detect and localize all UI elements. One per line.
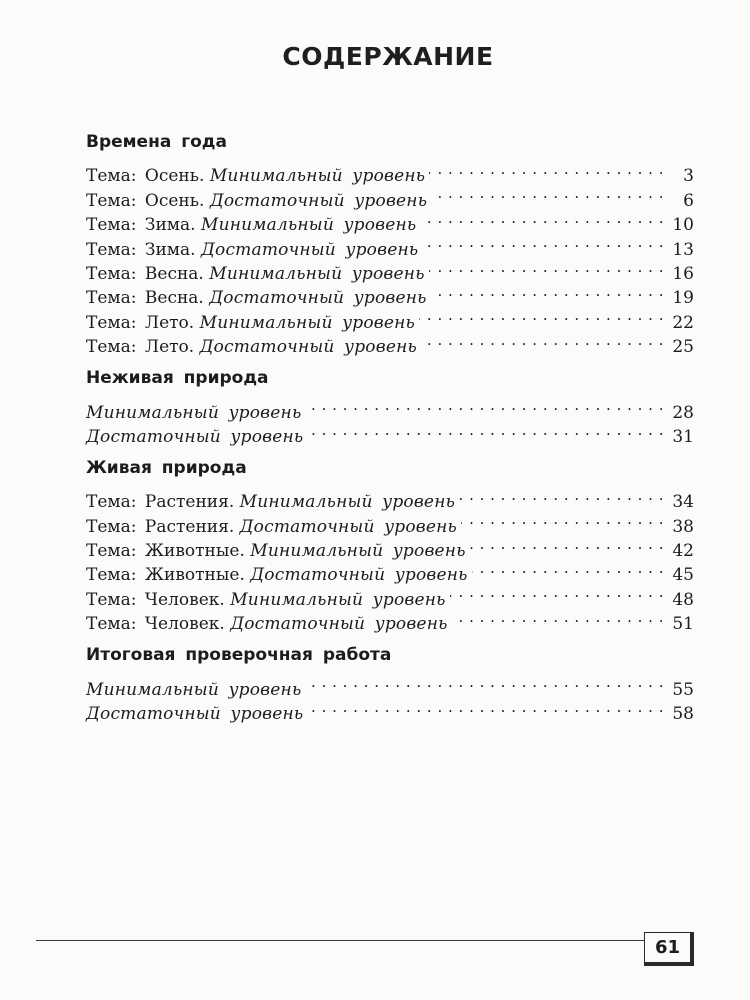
section-heading: Итоговая проверочная работа (86, 645, 392, 666)
dot-leader (307, 418, 664, 442)
entry-level: Минимальный уровень (230, 589, 446, 610)
entry-page-number: 58 (672, 704, 694, 725)
dot-leader (307, 695, 664, 719)
section-entries (86, 393, 694, 447)
section-heading: Времена года (86, 132, 227, 152)
entry-page-number: 16 (672, 263, 694, 284)
section-entries (86, 670, 694, 725)
entry-topic: Тема: Зима. (86, 215, 196, 236)
entry-level: Минимальный уровень (209, 166, 426, 187)
entry-page-number: 22 (672, 312, 694, 333)
entry-page-number: 3 (683, 166, 694, 187)
toc-entry[interactable] (86, 157, 694, 187)
entry-level: Достаточный уровень (239, 516, 458, 537)
dot-leader (305, 670, 664, 694)
toc-section (86, 643, 694, 725)
entry-page-number: 6 (683, 190, 694, 211)
entry-topic: Тема: Лето. (86, 312, 195, 333)
toc-entry[interactable] (86, 670, 694, 700)
toc-entry[interactable] (86, 483, 694, 513)
table-of-contents (86, 130, 694, 733)
section-entries (86, 157, 694, 358)
entry-page-number: 42 (672, 541, 694, 562)
entry-page-number: 31 (672, 426, 694, 447)
dot-leader (429, 255, 664, 279)
dot-leader (429, 157, 664, 181)
section-heading: Живая природа (86, 457, 247, 478)
entry-topic: Тема: Весна. (86, 263, 204, 284)
entry-page-number: 48 (672, 589, 694, 610)
entry-level: Достаточный уровень (200, 239, 419, 260)
entry-level: Достаточный уровень (250, 565, 468, 586)
entry-page-number: 13 (672, 239, 694, 260)
entry-level: Минимальный уровень (86, 679, 302, 700)
entry-level: Достаточный уровень (230, 614, 448, 635)
entry-level: Достаточный уровень (86, 426, 304, 447)
entry-level: Минимальный уровень (86, 402, 302, 423)
footer-divider (36, 940, 644, 941)
entry-page-number: 45 (672, 565, 694, 586)
dot-leader (420, 206, 664, 230)
dot-leader (452, 605, 664, 629)
dot-leader (419, 303, 664, 327)
toc-section (86, 366, 694, 447)
toc-section (86, 130, 694, 358)
entry-level: Минимальный уровень (209, 263, 425, 284)
page-number: 61 (644, 932, 694, 966)
entry-topic: Тема: Весна. (86, 288, 204, 309)
entry-topic: Тема: Растения. (86, 516, 235, 537)
entry-topic: Тема: Животные. (86, 541, 245, 562)
entry-level: Минимальный уровень (239, 492, 456, 513)
entry-page-number: 25 (672, 337, 694, 358)
dot-leader (470, 532, 664, 556)
entry-topic: Тема: Лето. (86, 337, 195, 358)
entry-level: Минимальный уровень (199, 312, 415, 333)
dot-leader (461, 507, 664, 531)
dot-leader (431, 181, 664, 205)
page-title: СОДЕРЖАНИЕ (282, 42, 494, 71)
entry-level: Минимальный уровень (250, 541, 466, 562)
toc-section (86, 456, 694, 635)
entry-level: Достаточный уровень (209, 190, 428, 211)
entry-page-number: 38 (672, 516, 694, 537)
entry-topic: Тема: Растения. (86, 492, 235, 513)
entry-level: Минимальный уровень (200, 215, 417, 236)
dot-leader (450, 580, 664, 604)
entry-page-number: 10 (672, 215, 694, 236)
entry-level: Достаточный уровень (199, 337, 417, 358)
entry-topic: Тема: Животные. (86, 565, 245, 586)
entry-page-number: 55 (672, 679, 694, 700)
entry-page-number: 51 (672, 614, 694, 635)
dot-leader (305, 393, 664, 417)
entry-topic: Тема: Осень. (86, 166, 205, 187)
entry-topic: Тема: Человек. (86, 614, 225, 635)
entry-page-number: 28 (672, 402, 694, 423)
entry-level: Достаточный уровень (86, 704, 304, 725)
dot-leader (422, 230, 664, 254)
dot-leader (459, 483, 664, 507)
dot-leader (431, 279, 664, 303)
entry-topic: Тема: Человек. (86, 589, 225, 610)
dot-leader (421, 328, 664, 352)
section-entries (86, 483, 694, 635)
entry-level: Достаточный уровень (209, 288, 427, 309)
toc-entry[interactable] (86, 393, 694, 423)
entry-page-number: 34 (672, 492, 694, 513)
dot-leader (472, 556, 664, 580)
section-heading: Неживая природа (86, 368, 269, 389)
entry-page-number: 19 (672, 288, 694, 309)
entry-topic: Тема: Зима. (86, 239, 196, 260)
entry-topic: Тема: Осень. (86, 190, 205, 211)
